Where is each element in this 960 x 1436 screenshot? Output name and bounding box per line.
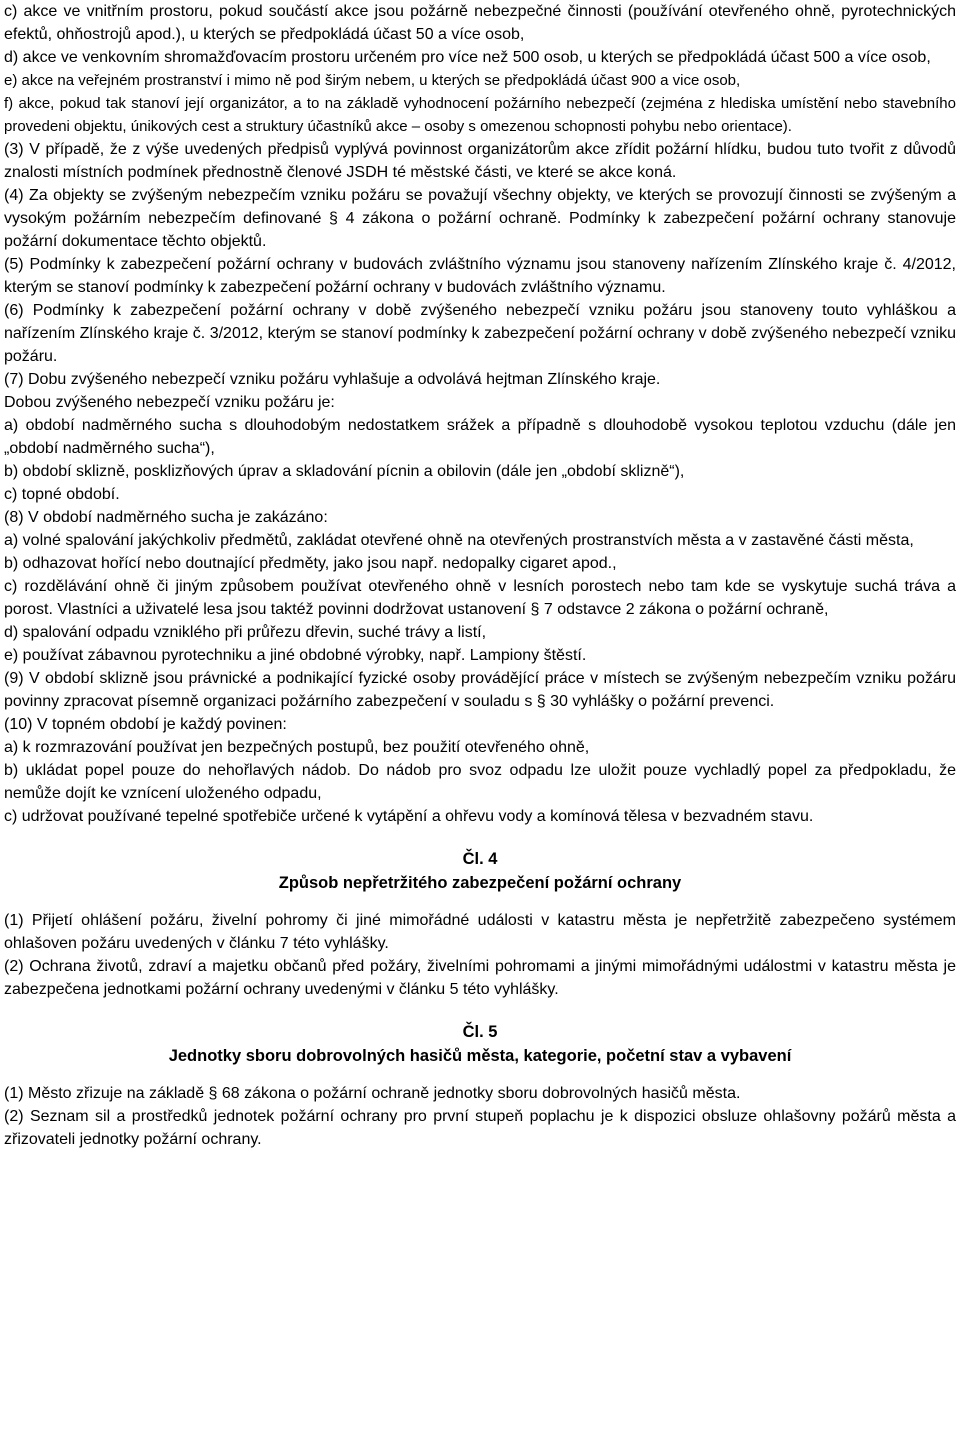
paragraph-8-item-d: d) spalování odpadu vzniklého při průřezu dřevin, suché trávy a listí, [4, 624, 487, 641]
paragraph-10-item-a: a) k rozmrazování používat jen bezpečných postupů, bez použití otevřeného ohně, [4, 739, 590, 756]
paragraph-5: (5) Podmínky k zabezpečení požární ochrany v budovách zvláštního významu jsou stanoveny nařízením Zlínského kraje č. 4/2012, kterým se stanoví podmínky k zabezpečení požární ochrany v budovách zvláštního významu. [4, 256, 956, 296]
paragraph-3: (3) V případě, že z výše uvedených předpisů vyplývá povinnost organizátorům akce zřídit požární hlídku, budou tuto tvořit z důvodů znalosti místních podmínek přednostně členové JSDH té městské části, ve které se akce koná. [4, 141, 956, 181]
article-4-number: Čl. 4 [462, 850, 498, 868]
article-4-paragraph-2: (2) Ochrana životů, zdraví a majetku občanů před požáry, živelními pohromami a jinými mimořádnými událostmi v katastru města je zabezpečena jednotkami požární ochrany uvedenými v článku 5 této vyhlášky. [4, 958, 956, 998]
paragraph-8-item-c: c) rozdělávání ohně či jiným způsobem používat otevřeného ohně v lesních porostech nebo tam kde se vyskytuje suchá tráva a porost. Vlastníci a uživatelé lesa jsou taktéž povinni dodržovat ustanovení § 7 odstavce 2 zákona o požární ochraně, [4, 578, 956, 618]
paragraph-9: (9) V období sklizně jsou právnické a podnikající fyzické osoby provádějící práce v místech se zvýšeným nebezpečím vzniku požáru povinny zpracovat písemně organizaci požárního zabezpečení v souladu s § 30 vyhlášky o požární prevenci. [4, 670, 956, 710]
spacer [4, 1068, 956, 1082]
spacer [4, 828, 956, 847]
spacer [4, 1001, 956, 1020]
paragraph-7-item-a: a) období nadměrného sucha s dlouhodobým nedostatkem srážek a případně s dlouhodobě vysokou teplotou vzduchu (dále jen „období nadměrného sucha“), [4, 417, 956, 457]
item-d-text: d) akce ve venkovním shromažďovacím prostoru určeném pro více než 500 osob, u kterých se předpokládá účast 500 a více osob, [4, 49, 931, 66]
article-5-title: Jednotky sboru dobrovolných hasičů města, kategorie, početní stav a vybavení [168, 1047, 792, 1065]
paragraph-8-item-e: e) používat zábavnou pyrotechniku a jiné obdobné výrobky, např. Lampiony štěstí. [4, 647, 587, 664]
spacer [4, 895, 956, 909]
paragraph-10-item-c: c) udržovat používané tepelné spotřebiče určené k vytápění a ohřevu vody a komínová tělesa v bezvadném stavu. [4, 808, 814, 825]
paragraph-7-item-c: c) topné období. [4, 486, 120, 503]
paragraph-7: (7) Dobu zvýšeného nebezpečí vzniku požáru vyhlašuje a odvolává hejtman Zlínského kraje. [4, 371, 661, 388]
article-5-number: Čl. 5 [462, 1023, 498, 1041]
paragraph-10-item-b: b) ukládat popel pouze do nehořlavých nádob. Do nádob pro svoz odpadu lze uložit pouze vychladlý popel za předpokladu, že nemůže dojít ke vznícení uloženého odpadu, [4, 762, 956, 802]
paragraph-8-item-b: b) odhazovat hořící nebo doutnající předměty, jako jsou např. nedopalky cigaret apod., [4, 555, 617, 572]
paragraph-8: (8) V období nadměrného sucha je zakázáno: [4, 509, 328, 526]
paragraph-4: (4) Za objekty se zvýšeným nebezpečím vzniku požáru se považují všechny objekty, ve kterých se provozují činnosti se zvýšeným a vysokým požárním nebezpečím definované § 4 zákona o požární ochraně. Podmínky k zabezpečení požární ochrany stanovuje požární dokumentace těchto objektů. [4, 187, 956, 250]
paragraph-7-intro: Dobou zvýšeného nebezpečí vzniku požáru je: [4, 394, 335, 411]
article-4-paragraph-1: (1) Přijetí ohlášení požáru, živelní pohromy či jiné mimořádné události v katastru města je nepřetržitě zabezpečeno systémem ohlašoven požáru uvedených v článku 7 této vyhlášky. [4, 912, 956, 952]
paragraph-10: (10) V topném období je každý povinen: [4, 716, 287, 733]
paragraph-8-item-a: a) volné spalování jakýchkoliv předmětů, zakládat otevřené ohně na otevřených prostranstvích města a v zastavěné části města, [4, 532, 914, 549]
article-4-title: Způsob nepřetržitého zabezpečení požární ochrany [278, 874, 682, 892]
paragraph-7-item-b: b) období sklizně, posklizňových úprav a skladování pícnin a obilovin (dále jen „období sklizně“), [4, 463, 685, 480]
article-5-paragraph-2: (2) Seznam sil a prostředků jednotek požární ochrany pro první stupeň poplachu je k dispozici obsluze ohlašovny požárů města a zřizovateli jednotky požární ochrany. [4, 1108, 956, 1148]
item-c-text: c) akce ve vnitřním prostoru, pokud součástí akce jsou požárně nebezpečné činnosti (používání otevřeného ohně, pyrotechnických efektů, ohňostrojů apod.), u kterých se předpokládá účast 50 a více osob, [4, 3, 956, 43]
article-5-paragraph-1: (1) Město zřizuje na základě § 68 zákona o požární ochraně jednotky sboru dobrovolných hasičů města. [4, 1085, 741, 1102]
item-f-text: f) akce, pokud tak stanoví její organizátor, a to na základě vyhodnocení požárního nebezpečí (zejména z hlediska umístění nebo stavebního provedeni objektu, únikových cest a struktury účastníků akce – osoby s omezenou schopnosti pohybu nebo orientace). [4, 95, 956, 135]
item-e-text: e) akce na veřejném prostranství i mimo ně pod širým nebem, u kterých se předpokládá účast 900 a vice osob, [4, 72, 741, 89]
paragraph-6: (6) Podmínky k zabezpečení požární ochrany v době zvýšeného nebezpečí vzniku požáru jsou stanoveny touto vyhláškou a nařízením Zlínského kraje č. 3/2012, kterým se stanoví podmínky k zabezpečení požární ochrany v době zvýšeného nebezpečí vzniku požáru. [4, 302, 956, 365]
